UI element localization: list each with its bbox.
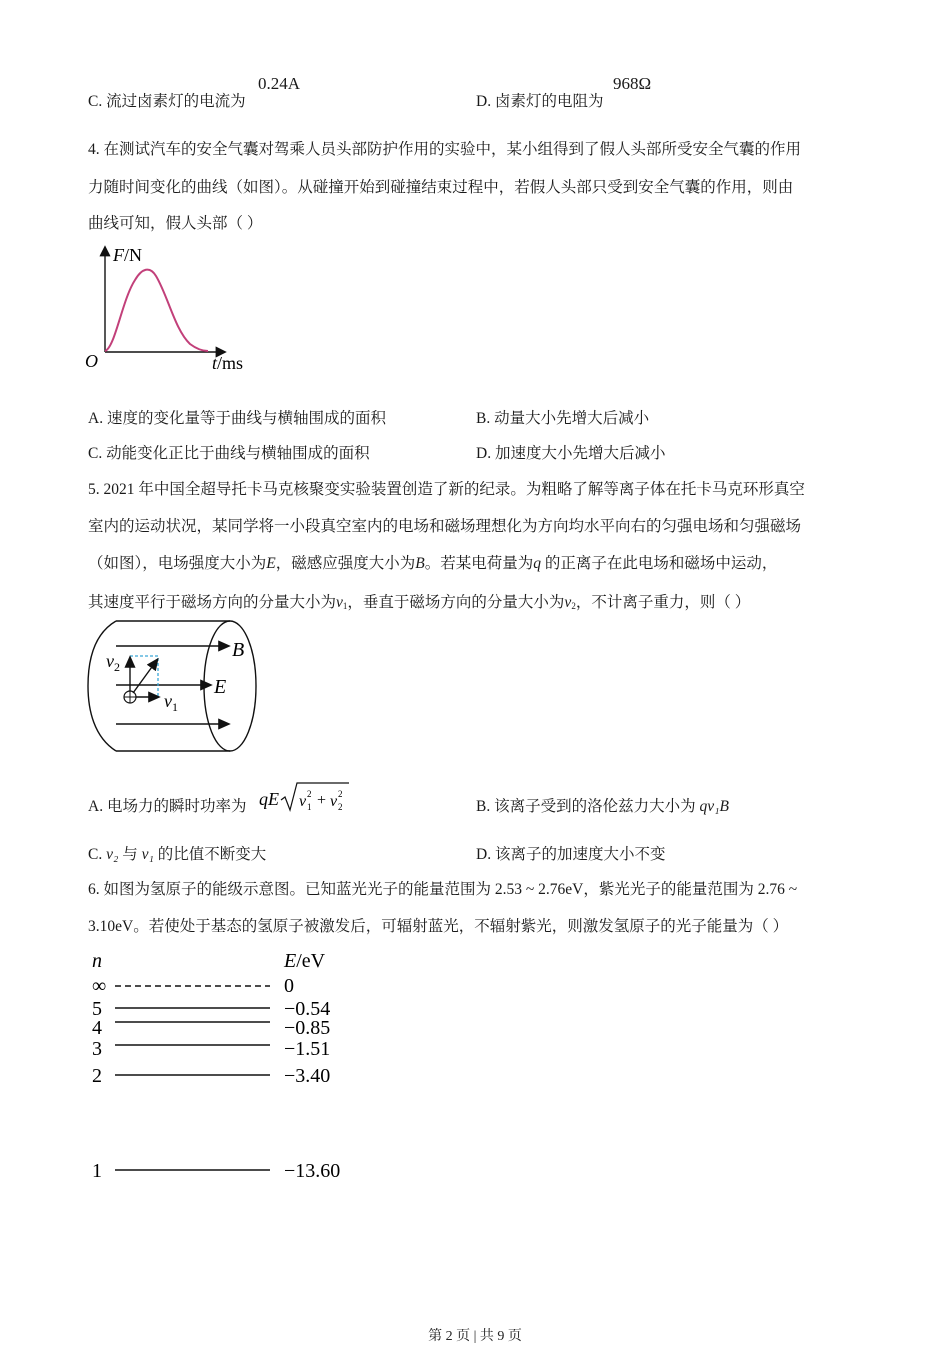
e-label: E	[214, 676, 227, 698]
q6-stem-line-2: 3.10eV。若使处于基态的氢原子被激发后，可辐射蓝光，不辐射紫光，则激发氢原子的光子能量为（ ）	[88, 918, 789, 935]
q5-field-diagram	[80, 615, 280, 760]
q3-option-c	[88, 89, 246, 111]
q3-option-d-value: 968Ω	[613, 74, 652, 93]
level-e-3: −1.51	[284, 1038, 331, 1060]
q5-stem-line-3: （如图），电场强度大小为E，磁感应强度大小为B。若某电荷量为q 的正离子在此电场和磁场中运动，	[88, 555, 778, 572]
svg-text:v: v	[299, 793, 307, 810]
q5-stem-line-1: 5. 2021 年中国全超导托卡马克核聚变实验装置创造了新的纪录。为粗略了解等离子体在托卡马克环形真空	[88, 481, 805, 498]
q5-stem-line-2: 室内的运动状况，某同学将一小段真空室内的电场和磁场理想化为方向均水平向右的匀强电场和匀强磁场	[88, 518, 802, 535]
q4-force-time-graph	[80, 240, 280, 380]
q5-option-a: A. 电场力的瞬时功率为	[88, 798, 247, 815]
level-n-5: 5	[92, 998, 102, 1020]
level-n-4: 4	[92, 1017, 102, 1039]
e-header: E/eV	[284, 950, 326, 972]
level-e-5: −0.54	[284, 998, 331, 1020]
level-e-1: −13.60	[284, 1160, 341, 1182]
level-n-3: 3	[92, 1038, 102, 1060]
level-e-2: −3.40	[284, 1065, 331, 1087]
q4-option-a: A. 速度的变化量等于曲线与横轴围成的面积	[88, 410, 386, 427]
level-e-4: −0.85	[284, 1017, 331, 1039]
q3-option-c-label: C. 流过卤素灯的电流为	[88, 93, 246, 110]
q3-option-d-label: D. 卤素灯的电阻为	[476, 93, 604, 110]
level-e-inf: 0	[284, 975, 294, 997]
cylinder-end	[204, 621, 256, 751]
q4-stem-line-2: 力随时间变化的曲线（如图）。从碰撞开始到碰撞结束过程中，若假人头部只受到安全气囊的作用，则由	[88, 179, 794, 196]
q5-option-b: B. 该离子受到的洛伦兹力大小为 qv₁B	[476, 798, 729, 815]
svg-text:+: +	[317, 792, 327, 809]
q5-stem-line-4: 其速度平行于磁场方向的分量大小为$v_1$，垂直于磁场方向的分量大小为$v_2$，不计离子重力，则（ ）	[88, 594, 751, 611]
level-n-1: 1	[92, 1160, 102, 1182]
v-arrow	[133, 660, 157, 693]
y-axis-label: F/N	[113, 245, 142, 265]
q5-option-a-formula	[257, 780, 352, 814]
level-n-inf: ∞	[92, 975, 107, 997]
q5-option-d: D. 该离子的加速度大小不变	[476, 846, 666, 863]
svg-text:2: 2	[338, 789, 343, 799]
svg-text:2: 2	[338, 802, 343, 812]
q6-stem-line-1: 6. 如图为氢原子的能级示意图。已知蓝光光子的能量范围为 2.53 ~ 2.76eV，紫光光子的能量范围为 2.76 ~	[88, 881, 798, 898]
q4-option-b: B. 动量大小先增大后减小	[476, 410, 650, 427]
svg-text:1: 1	[307, 802, 312, 812]
q4-option-d: D. 加速度大小先增大后减小	[476, 445, 666, 462]
origin-label: O	[85, 351, 98, 371]
q4-stem-line-3: 曲线可知，假人头部（ ）	[88, 215, 263, 232]
b-label: B	[232, 639, 245, 661]
q4-option-c: C. 动能变化正比于曲线与横轴围成的面积	[88, 445, 370, 462]
level-n-2: 2	[92, 1065, 102, 1087]
force-curve	[105, 270, 208, 351]
svg-text:v: v	[330, 793, 338, 810]
v1-label: $v_1$	[164, 691, 178, 714]
x-axis-label: t/ms	[212, 353, 244, 373]
page-footer: 第 2 页 | 共 9 页	[428, 1329, 522, 1344]
q5-option-c: C. v₂ 与 v₁ 的比值不断变大	[88, 846, 267, 863]
q3-option-c-value: 0.24A	[258, 74, 301, 93]
n-header: n	[92, 950, 102, 972]
svg-text:qE: qE	[259, 789, 279, 809]
q4-stem-line-1: 4. 在测试汽车的安全气囊对驾乘人员头部防护作用的实验中，某小组得到了假人头部所受安全气囊的作用	[88, 141, 802, 158]
svg-text:2: 2	[307, 789, 312, 799]
v2-label: $v_2$	[106, 651, 120, 674]
hydrogen-energy-level-diagram	[80, 945, 380, 1195]
